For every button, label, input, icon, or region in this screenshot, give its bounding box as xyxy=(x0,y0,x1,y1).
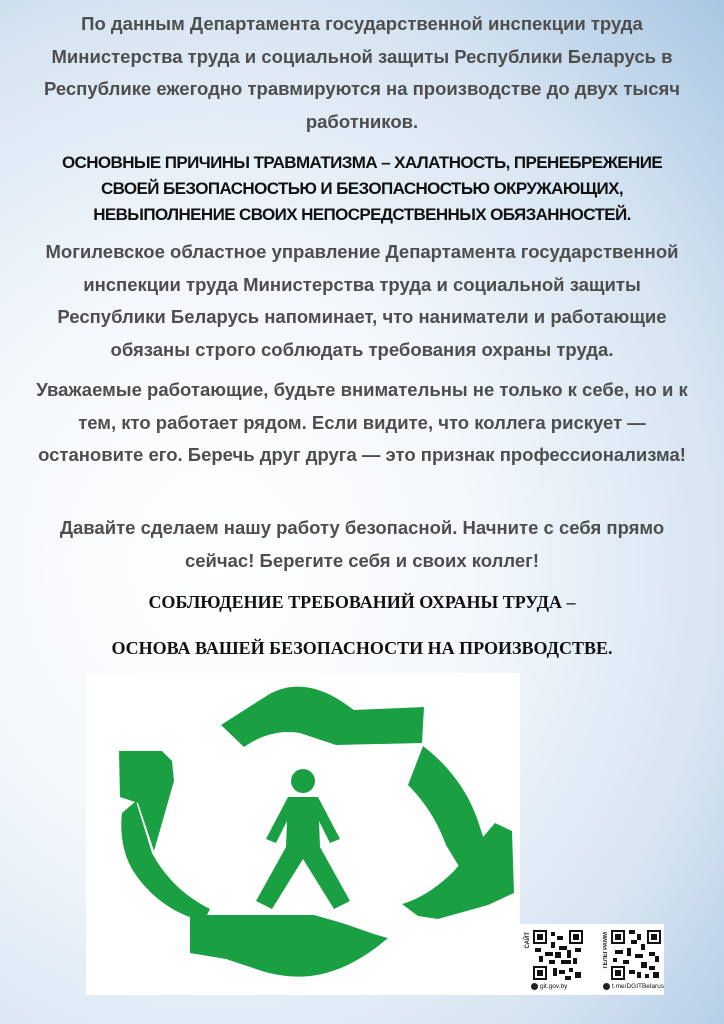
site-label: САЙТ xyxy=(525,932,531,949)
safety-emblem xyxy=(86,673,520,995)
motto-line-1: СОБЛЮДЕНИЕ ТРЕБОВАНИЙ ОХРАНЫ ТРУДА – xyxy=(148,592,576,612)
reminder-paragraph: Могилевское областное управление Департамента государственной инспекции труда Министерства труда и социальной защиты Республики Беларусь напоминает, что наниматели и работающие обязаны строго соблюдать требования охраны труда. xyxy=(45,241,679,360)
site-url: git.gov.by xyxy=(540,983,568,990)
telegram-label: ТЕЛЕГРАММ xyxy=(603,932,609,970)
intro-paragraph: По данным Департамента государственной инспекции труда Министерства труда и социальной защиты Республики Беларусь в Республике ежегодно травмируются на производстве до двух тысяч работников. xyxy=(43,13,681,132)
site-qr-code-icon[interactable] xyxy=(533,930,583,980)
appeal-paragraph: Уважаемые работающие, будьте внимательны не только к себе, но и к тем, кто работает рядом. Если видите, что коллега рискует — остановите его. Беречь друг друга — это признак профессионализма! xyxy=(36,379,688,465)
telegram-icon xyxy=(603,983,610,990)
site-caption[interactable] xyxy=(531,983,567,990)
motto-line-2: ОСНОВА ВАШЕЙ БЕЗОПАСНОСТИ НА ПРОИЗВОДСТВЕ. xyxy=(111,638,613,658)
globe-icon xyxy=(531,983,538,990)
causes-heading: ОСНОВНЫЕ ПРИЧИНЫ ТРАВМАТИЗМА – ХАЛАТНОСТЬ, ПРЕНЕБРЕЖЕНИЕ СВОЕЙ БЕЗОПАСНОСТЬЮ И БЕЗОПАСНОСТЬЮ ОКРУЖАЮЩИХ, НЕВЫПОЛНЕНИЕ СВОИХ НЕПОСРЕДСТВЕННЫХ ОБЯЗАННОСТЕЙ. xyxy=(61,153,663,224)
telegram-qr-code-icon[interactable] xyxy=(611,930,661,980)
call-paragraph: Давайте сделаем нашу работу безопасной. Начните с себя прямо сейчас! Берегите себя и своих коллег! xyxy=(59,517,665,571)
hands-protecting-person-icon xyxy=(86,673,520,995)
telegram-url: t.me/DGITBelarus xyxy=(612,983,665,990)
telegram-caption[interactable] xyxy=(603,983,664,990)
qr-codes-panel xyxy=(519,924,664,995)
